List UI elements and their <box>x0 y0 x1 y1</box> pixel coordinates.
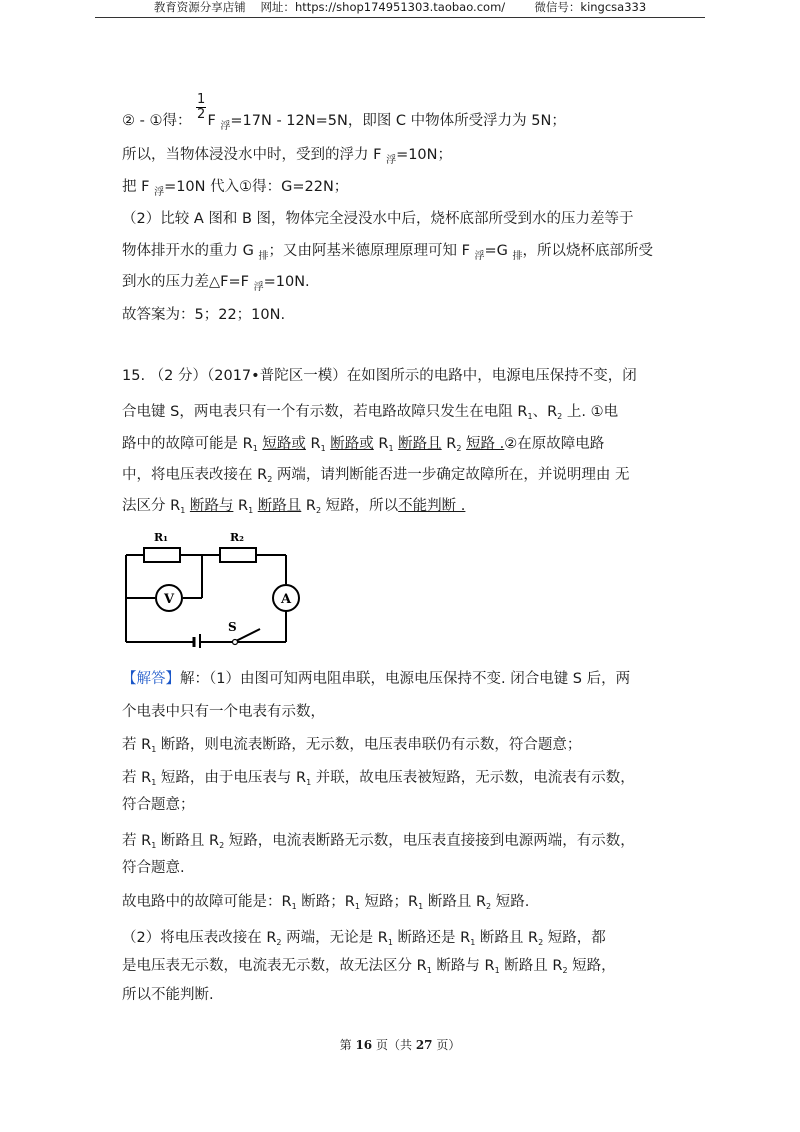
answer-blank: 断路且 <box>257 498 302 514</box>
url-label: 网址： <box>260 0 295 14</box>
answer-blank: 断路与 <box>189 498 234 514</box>
answer-blank: 断路或 <box>330 436 374 452</box>
fraction-numerator: 1 <box>197 92 206 107</box>
text: 两端，无论是 R <box>281 930 388 946</box>
text: 上. ①电 <box>562 404 619 420</box>
subscript: 1 <box>151 778 157 787</box>
subscript: 2 <box>562 966 568 975</box>
text: R <box>305 436 321 452</box>
answer-line-8 <box>122 892 529 914</box>
text: 短路，电流表断路无示数，电压表直接接到电源两端，有示数， <box>224 833 635 849</box>
answer-blank: 断路且 <box>398 436 442 452</box>
solution-line-1 <box>122 111 566 133</box>
resistor-r2 <box>220 548 256 562</box>
wechat-label: 微信号： <box>534 0 581 14</box>
subscript: 2 <box>538 938 544 947</box>
question-line-5 <box>122 496 557 518</box>
subscript: 1 <box>388 444 394 453</box>
text: =10N. <box>263 274 310 290</box>
answer-blank: 短路或 <box>262 436 306 452</box>
answer-blank: 短路 . <box>466 436 505 452</box>
text: ；又由阿基米德原理原理可知 F <box>268 243 470 259</box>
text: （2）将电压表改接在 R <box>122 930 277 946</box>
subscript: 2 <box>456 444 462 453</box>
subscript: 2 <box>276 938 282 947</box>
text: 若 R <box>122 833 152 849</box>
text: 断路且 R <box>156 833 220 849</box>
subscript: 2 <box>267 475 273 484</box>
text: 物体排开水的重力 G <box>122 243 254 259</box>
text: 页（共 <box>375 1038 412 1052</box>
text: 断路且 R <box>499 958 563 974</box>
text: R <box>373 436 389 452</box>
text: 故电路中的故障可能是：R <box>122 894 292 910</box>
solution-line-4 <box>122 209 634 229</box>
text: 断路；R <box>296 894 355 910</box>
text: 、R <box>532 404 558 420</box>
solution-line-6 <box>122 272 310 294</box>
text: 中，将电压表改接在 R <box>122 467 268 483</box>
answer-line-2 <box>122 702 325 722</box>
page-footer <box>0 1036 800 1053</box>
answer-line-6 <box>122 831 635 853</box>
subscript: 排 <box>258 251 269 262</box>
solution-line-2 <box>122 145 452 167</box>
text: 断路与 R <box>431 958 495 974</box>
question-line-3 <box>122 434 604 456</box>
subscript: 1 <box>151 745 157 754</box>
text: 短路，由于电压表与 R <box>156 770 307 786</box>
subscript: 1 <box>354 902 360 911</box>
text: 所以不能判断. <box>122 987 214 1003</box>
text: 所以，当物体浸没水中时，受到的浮力 F <box>122 147 382 163</box>
page-number: 16 <box>355 1038 373 1052</box>
subscript: 浮 <box>253 282 264 293</box>
text: 短路，都 <box>543 930 606 946</box>
subscript: 1 <box>418 902 424 911</box>
subscript: 1 <box>527 412 533 421</box>
subscript: 2 <box>557 412 563 421</box>
text: 并联，故电压表被短路，无示数，电流表有示数， <box>311 770 635 786</box>
text: 短路，所以 <box>321 498 399 514</box>
subscript: 1 <box>320 444 326 453</box>
wechat-id: kingcsa333 <box>580 0 647 14</box>
text: 符合题意. <box>122 860 185 876</box>
text: 断路，则电流表断路，无示数，电压表串联仍有示数，符合题意； <box>156 737 582 753</box>
r2-label: R₂ <box>230 531 244 544</box>
subscript: 1 <box>291 902 297 911</box>
subscript: 浮 <box>220 121 231 132</box>
text: 第 <box>339 1038 352 1052</box>
subscript: 2 <box>315 506 322 515</box>
subscript: 排 <box>512 251 523 262</box>
subscript: 1 <box>494 966 500 975</box>
answer-line-1 <box>122 669 630 689</box>
page-header <box>95 0 705 18</box>
text: =10N； <box>396 147 453 163</box>
text: （2）比较 A 图和 B 图，物体完全浸没水中后，烧杯底部所受到水的压力差等于 <box>122 211 634 227</box>
subscript: 浮 <box>386 155 397 166</box>
text: 个电表中只有一个电表有示数， <box>122 704 325 720</box>
subscript: 1 <box>180 506 186 515</box>
text: 15. （2 分）（2017•普陀区一模）在如图所示的电路中，电源电压保持不变，闭 <box>122 368 637 384</box>
subscript: 1 <box>248 506 254 515</box>
subscript: 1 <box>306 778 312 787</box>
voltmeter-label: V <box>163 592 175 607</box>
question-line-2 <box>122 402 618 424</box>
text: F <box>207 113 216 129</box>
answer-blank: 不能判断 . <box>398 498 466 514</box>
text: R <box>301 498 316 514</box>
subscript: 1 <box>252 444 258 453</box>
subscript: 2 <box>486 902 492 911</box>
circuit-diagram <box>120 528 300 648</box>
shop-url: https://shop174951303.taobao.com/ <box>294 0 506 14</box>
text: =G <box>484 243 508 259</box>
question-line-4 <box>122 465 630 487</box>
text: 若 R <box>122 770 152 786</box>
switch-contact <box>233 640 238 645</box>
text: ，所以烧杯底部所受 <box>522 243 654 259</box>
text: 断路还是 R <box>392 930 471 946</box>
r1-label: R₁ <box>154 531 168 544</box>
text: 解：（1）由图可知两电阻串联，电源电压保持不变. 闭合电键 S 后，两 <box>180 671 631 687</box>
text: 是电压表无示数，电流表无示数，故无法区分 R <box>122 958 427 974</box>
answer-line-11 <box>122 985 214 1005</box>
subscript: 1 <box>426 966 432 975</box>
fraction-denominator: 2 <box>197 107 206 122</box>
switch-label: S <box>228 620 237 634</box>
subscript: 1 <box>470 938 476 947</box>
answer-tag: 【解答】 <box>122 671 180 687</box>
shop-name: 教育资源分享店铺 <box>153 0 246 14</box>
text: ② - ①得： <box>122 113 192 129</box>
text: 短路， <box>567 958 616 974</box>
text: R <box>233 498 249 514</box>
text: 短路；R <box>359 894 419 910</box>
subscript: 1 <box>151 841 157 850</box>
page-total: 27 <box>415 1038 433 1052</box>
text: 合电键 S，两电表只有一个有示数，若电路故障只发生在电阻 R <box>122 404 528 420</box>
text: 断路且 R <box>423 894 487 910</box>
solution-line-3 <box>122 177 348 199</box>
subscript: 浮 <box>154 187 165 198</box>
text: 断路且 R <box>475 930 539 946</box>
question-line-1 <box>122 366 637 386</box>
text: 故答案为：5；22；10N. <box>122 307 286 323</box>
text: 页） <box>436 1038 461 1052</box>
ammeter-label: A <box>280 592 292 607</box>
answer-line-7 <box>122 858 185 878</box>
text: 短路. <box>491 894 530 910</box>
text: R <box>441 436 457 452</box>
answer-line-9 <box>122 928 606 950</box>
text: 符合题意； <box>122 797 195 813</box>
switch-blade <box>236 629 260 641</box>
subscript: 2 <box>219 841 225 850</box>
text: 法区分 R <box>122 498 181 514</box>
text: 两端，请判断能否进一步确定故障所在，并说明理由 无 <box>272 467 630 483</box>
text: =10N 代入①得：G=22N； <box>164 179 349 195</box>
answer-line-4 <box>122 768 635 790</box>
resistor-r1 <box>144 548 180 562</box>
text: 到水的压力差△F=F <box>122 274 249 290</box>
answer-line-3 <box>122 735 581 757</box>
solution-line-7 <box>122 305 285 325</box>
subscript: 1 <box>387 938 393 947</box>
subscript: 浮 <box>474 251 485 262</box>
solution-line-5 <box>122 241 653 263</box>
text: ②在原故障电路 <box>504 436 605 452</box>
text: 路中的故障可能是 R <box>122 436 253 452</box>
text: 把 F <box>122 179 150 195</box>
text: =17N - 12N=5N，即图 C 中物体所受浮力为 5N； <box>230 113 566 129</box>
answer-line-10 <box>122 956 616 978</box>
text: 若 R <box>122 737 152 753</box>
answer-line-5 <box>122 795 195 815</box>
